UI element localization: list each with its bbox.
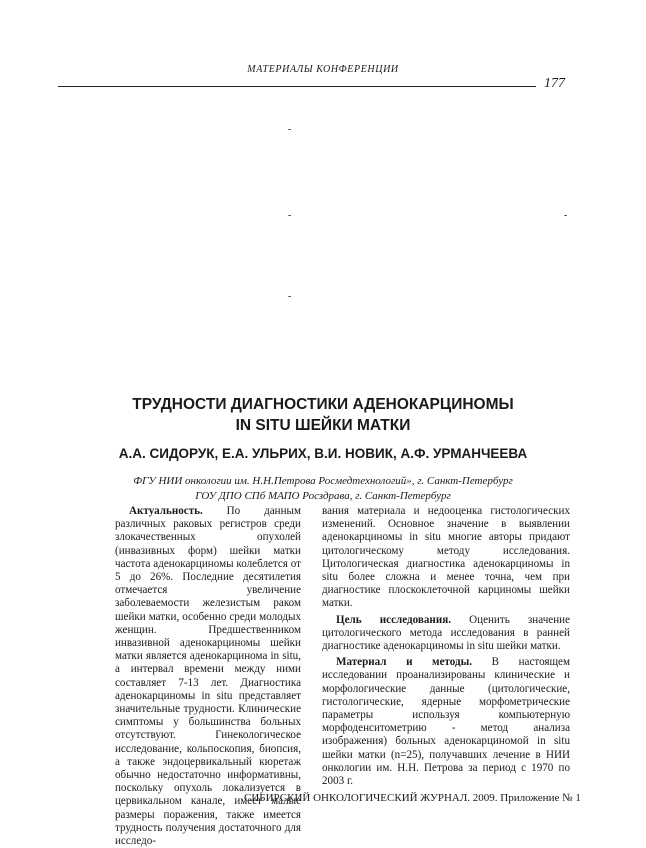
article-title [60, 394, 586, 436]
section-heading: Актуальность. [129, 505, 203, 517]
title-line: ТРУДНОСТИ ДИАГНОСТИКИ АДЕНОКАРЦИНОМЫ [132, 396, 514, 413]
margin-mark: - [288, 291, 292, 302]
text-column-right [322, 505, 570, 788]
title-line: IN SITU ШЕЙКИ МАТКИ [235, 417, 411, 434]
page-number: 177 [544, 76, 565, 91]
paragraph-text: Оценить значение цитологического метода исследования в ранней диагностике аденокарциномы in situ шейки матки. [322, 613, 570, 653]
margin-mark: - [288, 210, 292, 221]
paragraph-methods [322, 656, 570, 788]
section-heading: Цель исследования. [336, 613, 451, 626]
margin-mark: - [288, 124, 292, 135]
paragraph-continued: вания материала и недооценка гистологических изменений. Основное значение в выявлении аденокарциномы in situ многие авторы придают цитологическому методу исследования. Цитологическая диагностика аденокарциномы in situ более сложна и менее точна, чем при диагностике плоскоклеточной карциномы шейки матки. [322, 505, 570, 610]
section-heading: Материал и методы. [336, 656, 473, 669]
affiliation: ГОУ ДПО СПб МАПО Росздрава, г. Санкт-Петербург [195, 490, 451, 502]
header-rule [58, 86, 536, 87]
paragraph-text: В настоящем исследовании проанализированы клинические и морфологические данные (цитологические, гистологические, ядерные морфометрические параметры используя компьютерную морфоденситометрию - метод анализа изображения) больных аденокарциномой in situ шейки матки (n=25), получавших лечение в НИИ онкологии им. Н.Н. Петрова за период с 1970 по 2003 г. [322, 656, 571, 788]
running-head: МАТЕРИАЛЫ КОНФЕРЕНЦИИ [247, 64, 399, 75]
authors: А.А. СИДОРУК, Е.А. УЛЬРИХ, В.И. НОВИК, А.Ф. УРМАНЧЕЕВА [118, 446, 528, 461]
margin-mark: - [564, 210, 568, 221]
paragraph-text: По данным различных раковых регистров среди злокачественных опухолей (инвазивных форм) шейки матки частота аденокарциномы колеблется от 5 до 26%. Последние десятилетия отмечается увеличение заболеваемости железистым раком шейки матки, особенно среди молодых женщин. Предшественником инвазивной аденокарциномы шейки матки является аденокарцинома in situ, а интервал времени между ними составляет 7-13 лет. Диагностика аденокарциномы in situ представляет значительные трудности. Клинические симптомы у большинства больных отсутствуют. Гинекологическое исследование, кольпоскопия, биопсия, а также эндоцервикальный кюретаж обычно недостаточно информативны, поскольку опухоль локализуется в цервикальном канале, имеет малые размеры поражения, также имеется трудность получения достаточного для исследо- [115, 505, 301, 848]
paragraph-aim [322, 614, 570, 654]
affiliation: ФГУ НИИ онкологии им. Н.Н.Петрова Росмедтехнологий», г. Санкт-Петербург [133, 475, 513, 487]
journal-footer: СИБИРСКИЙ ОНКОЛОГИЧЕСКИЙ ЖУРНАЛ. 2009. Приложение № 1 [244, 792, 581, 804]
